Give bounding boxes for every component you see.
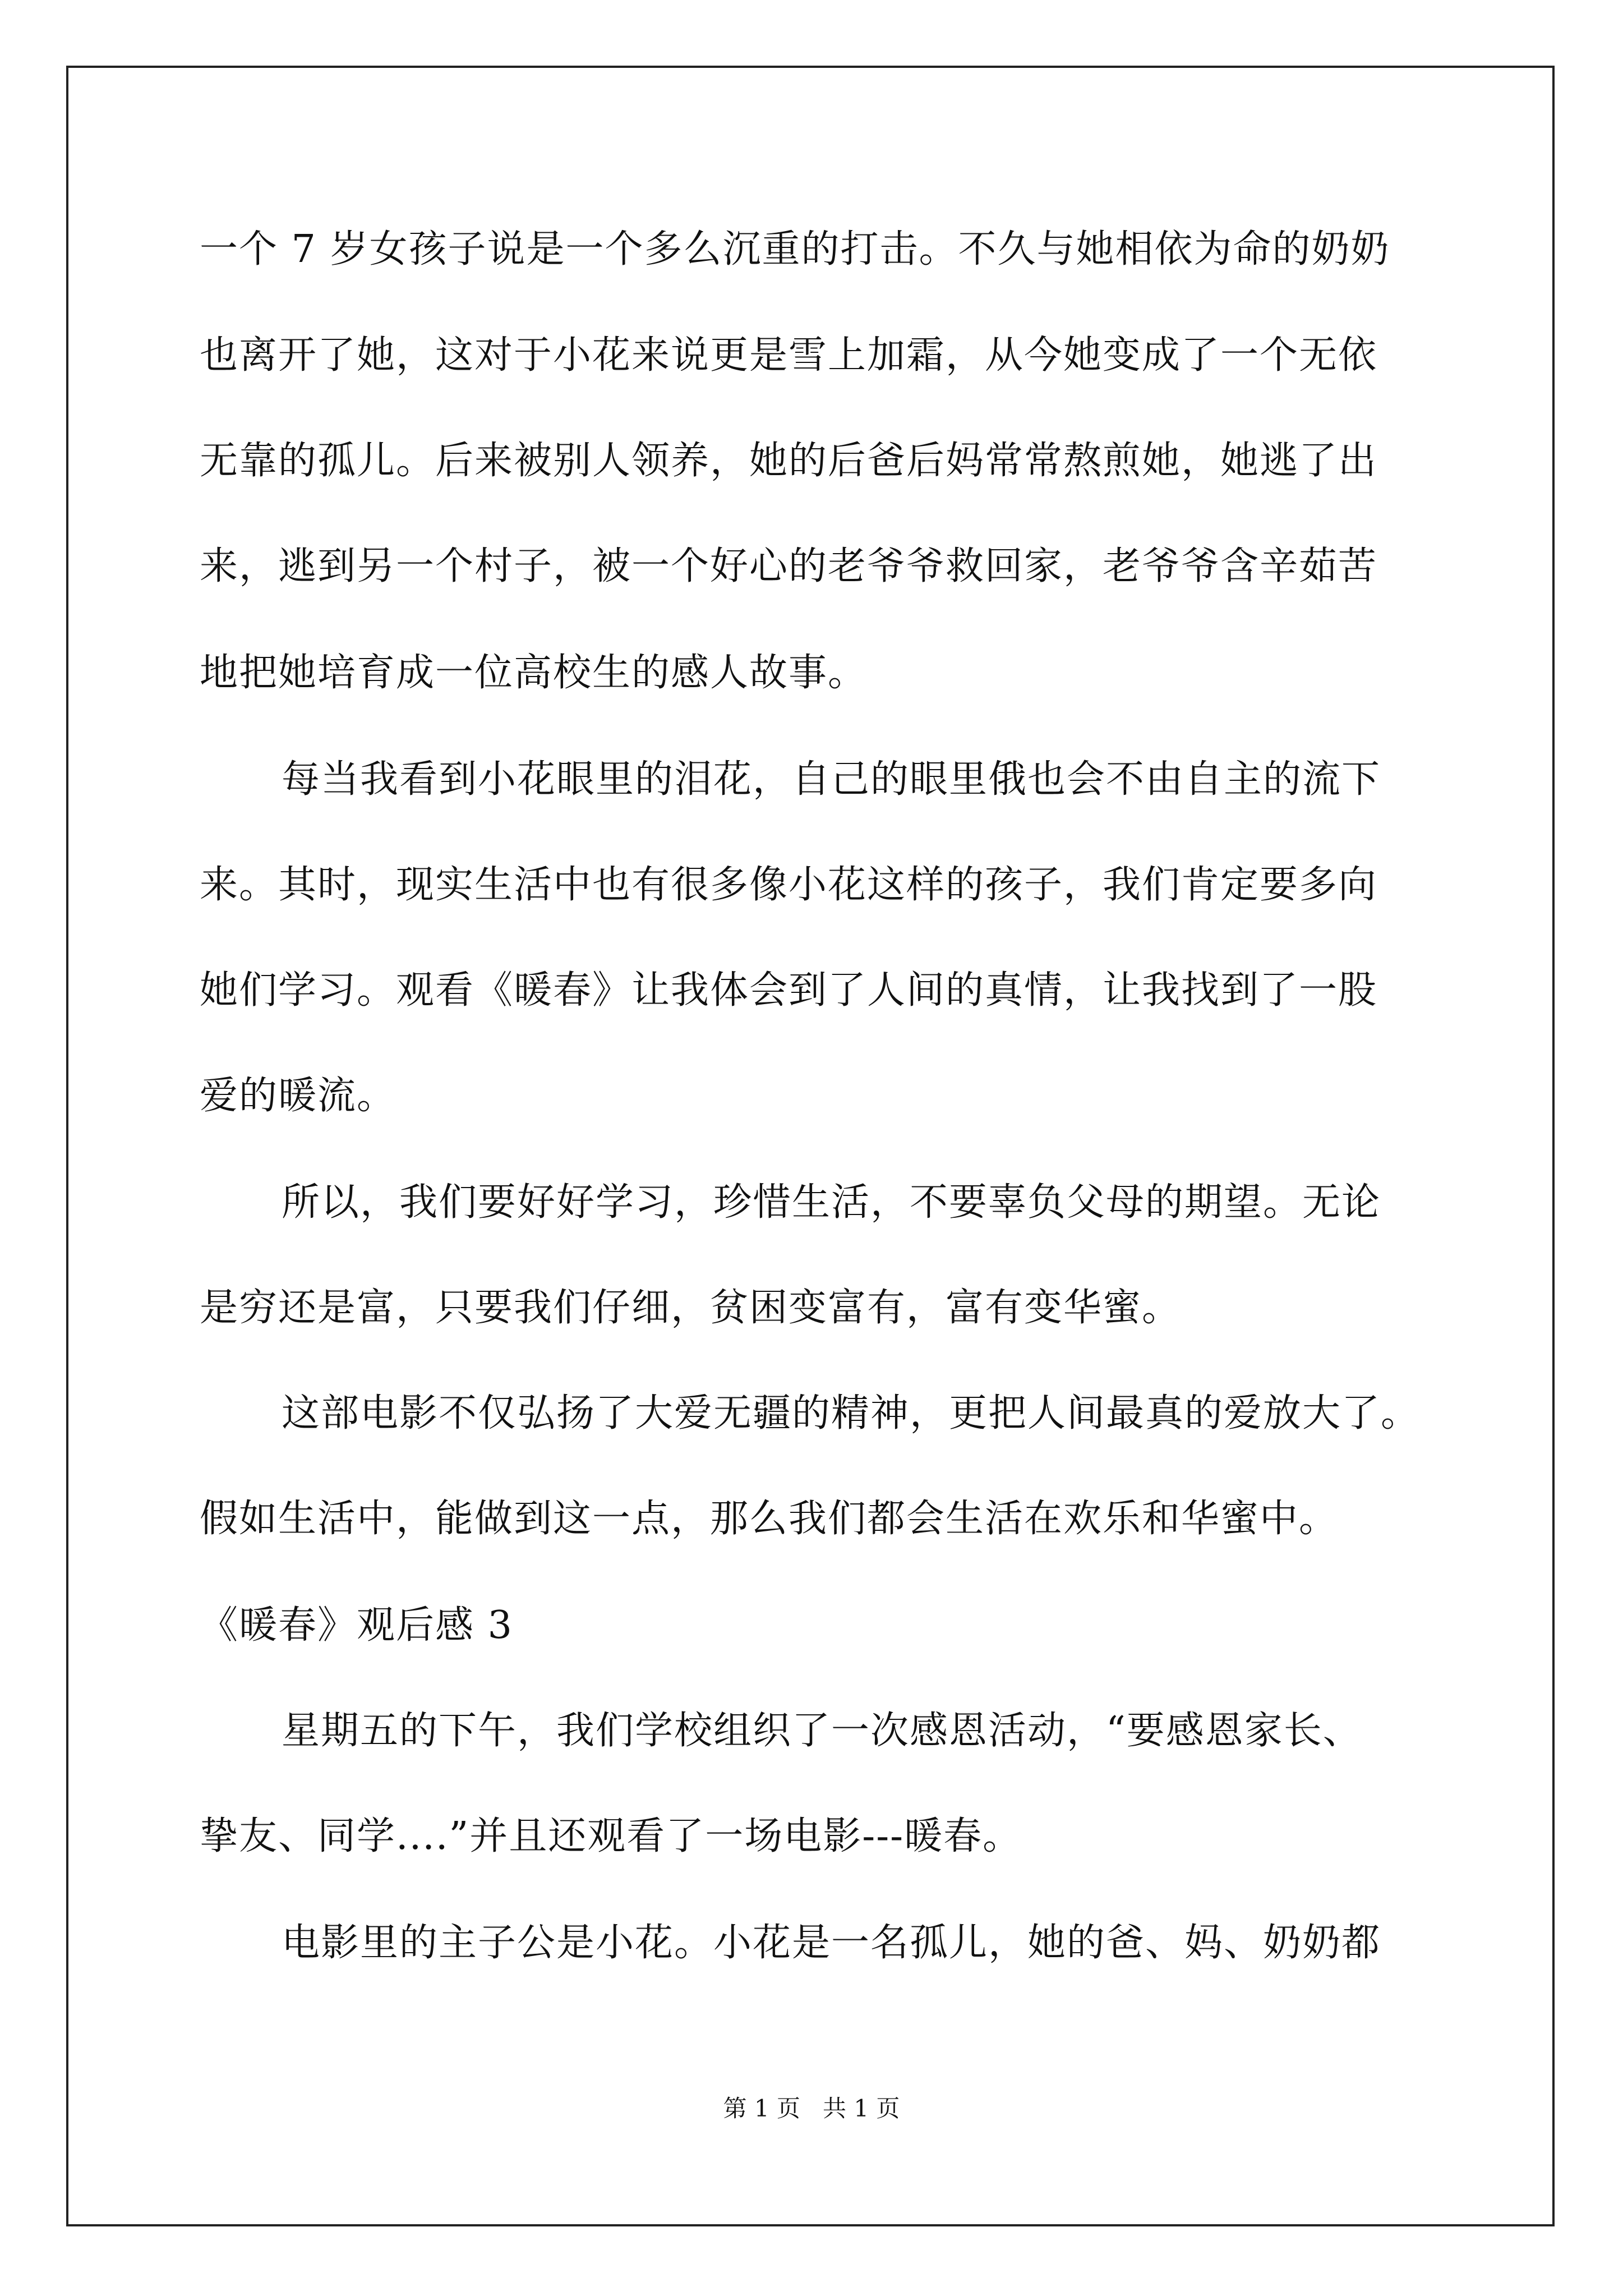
text-line: 是穷还是富，只要我们仔细，贫困变富有，富有变华蜜。 [200,1286,1182,1330]
page-number: 第 1 页 [723,2095,800,2122]
text-line: 挚友、同学....”并且还观看了一场电影---暖春。 [200,1814,1022,1858]
page-border [66,66,1555,2226]
text-line: 地把她培育成一位高校生的感人故事。 [200,651,868,695]
page-footer [0,2095,1623,2123]
text-line: 爱的暖流。 [200,1074,396,1118]
paragraph-start-line: 所以，我们要好好学习，珍惜生活，不要辜负父母的期望。无论 [282,1180,1381,1225]
text-line: 一个 7 岁女孩子说是一个多么沉重的打击。不久与她相依为命的奶奶 [200,227,1390,272]
text-line: 假如生活中，能做到这一点，那么我们都会生活在欢乐和华蜜中。 [200,1497,1339,1541]
text-line: 来，逃到另一个村子，被一个好心的老爷爷救回家，老爷爷含辛茹苦 [200,544,1378,588]
text-line: 她们学习。观看《暖春》让我体会到了人间的真情，让我找到了一股 [200,968,1378,1013]
paragraph-start-line: 这部电影不仅弘扬了大爱无疆的精神，更把人间最真的爱放大了。 [282,1391,1421,1435]
paragraph-start-line: 星期五的下午，我们学校组织了一次感恩活动，“要感恩家长、 [282,1709,1362,1753]
text-line: 来。其时，现实生活中也有很多像小花这样的孩子，我们肯定要多向 [200,863,1378,907]
paragraph-start-line: 电影里的主子公是小花。小花是一名孤儿，她的爸、妈、奶奶都 [282,1921,1381,1965]
text-line: 无靠的孤儿。后来被别人领养，她的后爸后妈常常熬煎她，她逃了出 [200,439,1378,483]
page-total: 共 1 页 [823,2095,900,2122]
text-line: 也离开了她，这对于小花来说更是雪上加霜，从今她变成了一个无依 [200,333,1378,378]
paragraph-start-line: 每当我看到小花眼里的泪花，自己的眼里俄也会不由自主的流下 [282,757,1381,802]
section-heading: 《暖春》观后感 3 [200,1603,513,1648]
